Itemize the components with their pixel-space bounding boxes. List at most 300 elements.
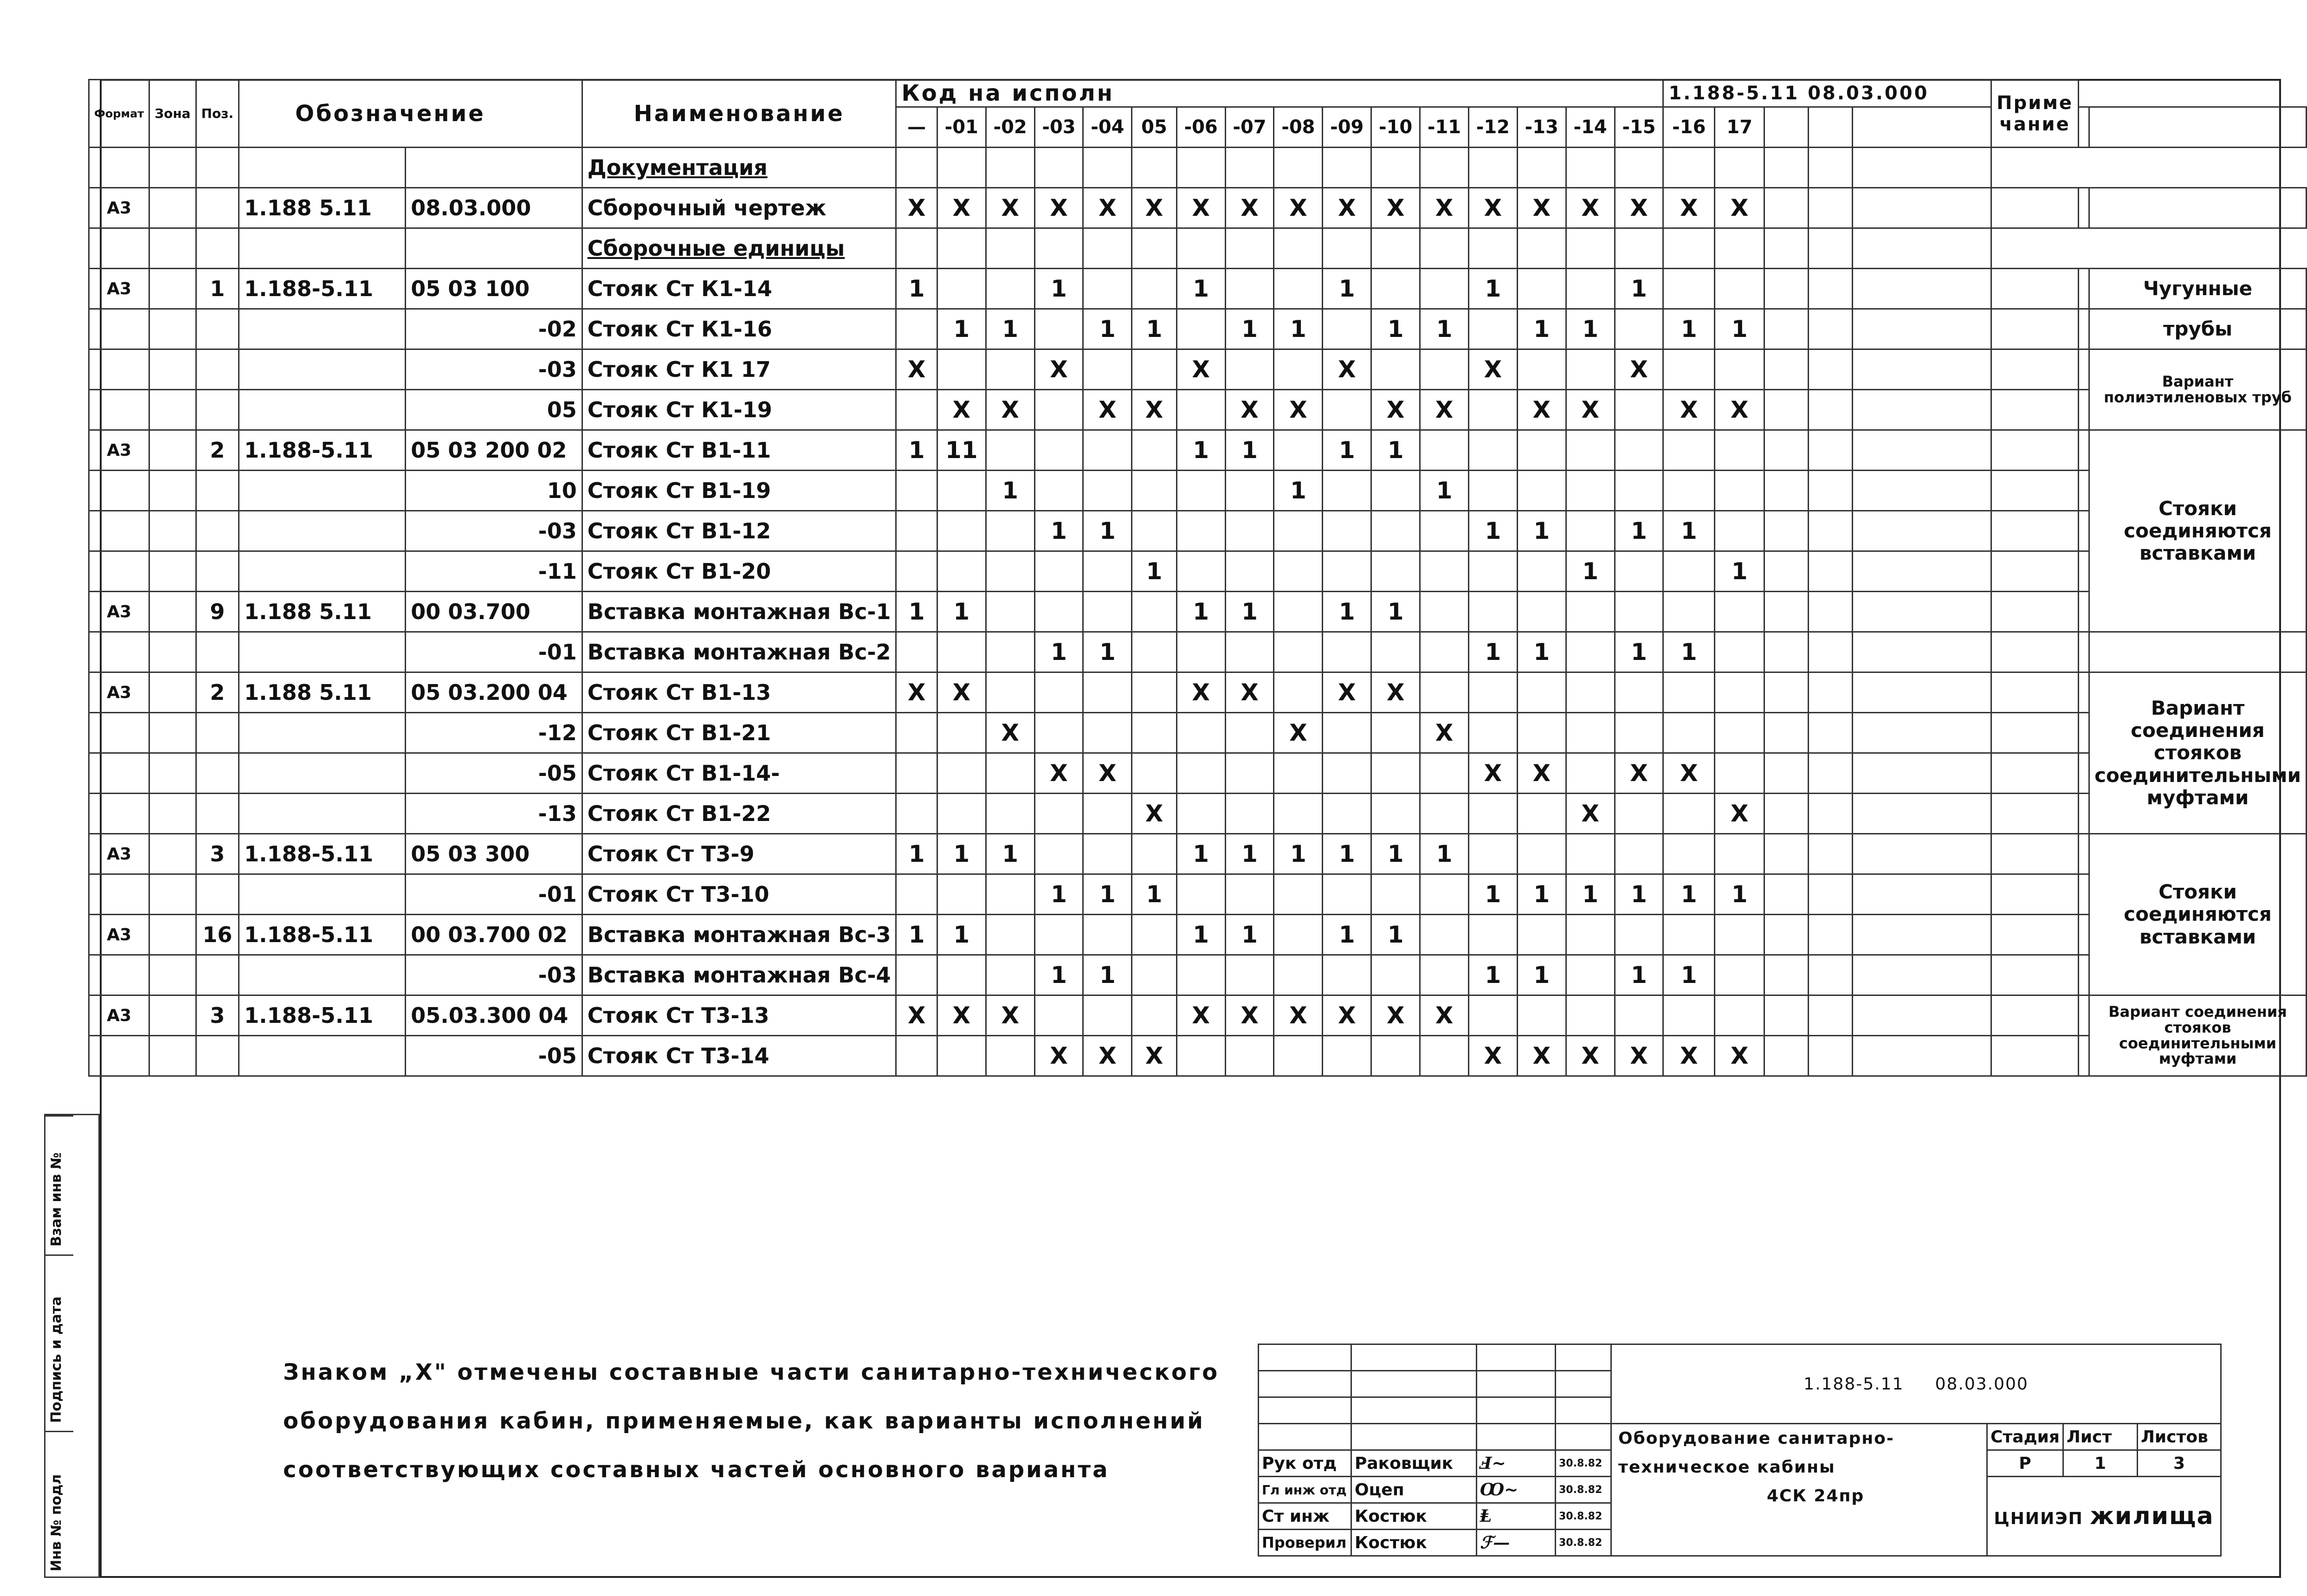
table-row xyxy=(89,430,2307,471)
table-row xyxy=(89,349,2307,390)
empty-cell xyxy=(2079,713,2089,753)
variant-mark xyxy=(1468,834,1517,874)
variant-mark: 1 xyxy=(1132,309,1176,349)
variant-mark: X xyxy=(1034,753,1083,794)
variant-mark: 1 xyxy=(1468,632,1517,672)
variant-mark xyxy=(937,269,986,309)
variant-mark xyxy=(1083,471,1132,511)
empty-cell xyxy=(196,228,239,269)
variant-mark: X xyxy=(1132,794,1176,834)
variant-mark xyxy=(1420,753,1469,794)
row-designation-suffix: -01 xyxy=(406,874,582,915)
variant-mark: X xyxy=(1225,188,1274,228)
variant-mark: 1 xyxy=(1371,309,1420,349)
empty-cell xyxy=(1225,228,1274,269)
variant-mark xyxy=(1468,430,1517,471)
header-name: Наименование xyxy=(582,80,896,148)
strip-original-inv-label: Инв № подл xyxy=(48,1474,65,1571)
row-name: Стояк Ст К1 17 xyxy=(582,349,896,390)
variant-mark xyxy=(1663,551,1715,592)
row-zone xyxy=(149,632,196,672)
table-row xyxy=(89,632,2307,672)
table-row xyxy=(89,794,2307,834)
variant-mark: 1 xyxy=(1566,309,1615,349)
empty-cell xyxy=(89,148,149,188)
variant-mark xyxy=(1132,834,1176,874)
empty-cell xyxy=(1764,349,1809,390)
variant-mark: 1 xyxy=(986,309,1034,349)
variant-mark: 1 xyxy=(1034,874,1083,915)
empty-cell xyxy=(1991,713,2079,753)
variant-mark: 1 xyxy=(1323,592,1371,632)
variant-mark xyxy=(1083,269,1132,309)
variant-mark xyxy=(1034,309,1083,349)
variant-mark: 1 xyxy=(1034,955,1083,995)
empty-cell xyxy=(1809,955,1853,995)
empty-cell xyxy=(1853,753,1991,794)
empty-cell xyxy=(1809,228,1853,269)
variant-mark xyxy=(986,511,1034,551)
empty-cell xyxy=(1083,148,1132,188)
variant-mark xyxy=(937,713,986,753)
variant-mark: 1 xyxy=(1517,309,1566,349)
variant-mark xyxy=(1323,794,1371,834)
variant-code-8: -08 xyxy=(1274,107,1323,148)
variant-mark: 1 xyxy=(937,915,986,955)
empty-cell xyxy=(1517,148,1566,188)
empty-cell xyxy=(1853,471,1991,511)
variant-mark xyxy=(1274,955,1323,995)
row-designation-base xyxy=(239,1036,406,1076)
variant-code-13: -13 xyxy=(1517,107,1566,148)
variant-mark: X xyxy=(1468,1036,1517,1076)
variant-mark xyxy=(1566,349,1615,390)
variant-mark xyxy=(1225,794,1274,834)
variant-mark xyxy=(1083,672,1132,713)
variant-mark xyxy=(1034,592,1083,632)
variant-mark xyxy=(1663,471,1715,511)
empty-cell xyxy=(1371,148,1420,188)
row-format xyxy=(89,511,149,551)
variant-mark: 1 xyxy=(1176,430,1225,471)
row-name: Стояк Ст В1-11 xyxy=(582,430,896,471)
variant-mark xyxy=(1420,592,1469,632)
row-position xyxy=(196,349,239,390)
row-position xyxy=(196,794,239,834)
variant-mark: X xyxy=(1176,188,1225,228)
empty-cell xyxy=(2079,551,2089,592)
variant-mark: X xyxy=(1371,390,1420,430)
empty-cell xyxy=(89,228,149,269)
strip-original-inv xyxy=(45,1431,73,1579)
empty-cell xyxy=(196,148,239,188)
variant-mark xyxy=(986,955,1034,995)
variant-mark xyxy=(1034,430,1083,471)
empty-cell xyxy=(2079,309,2089,349)
row-format: А3 xyxy=(89,269,149,309)
row-zone xyxy=(149,188,196,228)
variant-mark xyxy=(1083,713,1132,753)
variant-mark xyxy=(1715,269,1764,309)
row-name: Стояк Ст К1-19 xyxy=(582,390,896,430)
empty-cell xyxy=(1853,551,1991,592)
variant-mark xyxy=(1225,874,1274,915)
row-name: Стояк Ст Т3-10 xyxy=(582,874,896,915)
variant-mark xyxy=(1517,672,1566,713)
variant-mark: X xyxy=(1663,1036,1715,1076)
variant-mark xyxy=(1420,955,1469,995)
variant-mark xyxy=(1468,592,1517,632)
empty-cell xyxy=(1809,309,1853,349)
variant-mark xyxy=(896,511,937,551)
variant-mark: 1 xyxy=(1083,955,1132,995)
variant-mark xyxy=(1176,390,1225,430)
empty-cell xyxy=(406,228,582,269)
variant-mark: 1 xyxy=(1083,309,1132,349)
variant-code-empty xyxy=(1853,107,1991,148)
variant-mark xyxy=(1132,430,1176,471)
empty-cell xyxy=(1853,269,1991,309)
variant-mark xyxy=(986,430,1034,471)
variant-mark: X xyxy=(937,995,986,1036)
variant-code-6: -06 xyxy=(1176,107,1225,148)
variant-mark: X xyxy=(1274,188,1323,228)
organization xyxy=(1987,1477,2221,1556)
variant-mark xyxy=(1517,349,1566,390)
row-designation-base: 1.188 5.11 xyxy=(239,592,406,632)
variant-mark xyxy=(1176,794,1225,834)
variant-mark xyxy=(986,592,1034,632)
variant-mark: 1 xyxy=(1517,511,1566,551)
variant-mark xyxy=(1132,511,1176,551)
empty-cell xyxy=(1991,672,2079,713)
variant-mark xyxy=(1034,834,1083,874)
header-designation-label: Обозначение xyxy=(295,100,485,127)
empty-cell xyxy=(1853,390,1991,430)
variant-mark xyxy=(1566,592,1615,632)
variant-mark xyxy=(1715,713,1764,753)
row-note: трубы xyxy=(2089,309,2307,349)
variant-mark: 1 xyxy=(1615,511,1663,551)
row-designation-suffix: 05.03.300 04 xyxy=(406,995,582,1036)
row-designation-suffix: -02 xyxy=(406,309,582,349)
empty-cell xyxy=(1764,148,1809,188)
empty-cell xyxy=(2079,471,2089,511)
row-designation-suffix: -11 xyxy=(406,551,582,592)
row-designation-suffix: -03 xyxy=(406,511,582,551)
variant-mark: 1 xyxy=(1176,592,1225,632)
variant-mark xyxy=(1225,511,1274,551)
empty-cell xyxy=(1764,874,1809,915)
row-designation-suffix: 05 03.200 04 xyxy=(406,672,582,713)
variant-code-empty xyxy=(2089,107,2307,148)
empty-cell xyxy=(1991,955,2079,995)
variant-mark xyxy=(1517,269,1566,309)
variant-mark xyxy=(986,672,1034,713)
organization-sub: жилища xyxy=(2090,1502,2214,1530)
variant-mark xyxy=(1566,955,1615,995)
variant-mark xyxy=(937,551,986,592)
empty-cell xyxy=(1853,148,1991,188)
table-row xyxy=(89,471,2307,511)
footnote-line-2: оборудования кабин, применяемые, как варианты исполнений xyxy=(283,1408,1205,1434)
variant-mark: 1 xyxy=(986,834,1034,874)
variant-code-1: -01 xyxy=(937,107,986,148)
row-note: Вариант полиэтиленовых труб xyxy=(2089,349,2307,430)
variant-mark xyxy=(1615,672,1663,713)
variant-mark xyxy=(937,955,986,995)
empty-cell xyxy=(1517,228,1566,269)
role-3: Ст инж xyxy=(1259,1503,1351,1530)
variant-mark: X xyxy=(1420,995,1469,1036)
variant-mark: X xyxy=(1566,1036,1615,1076)
variant-mark: 1 xyxy=(1034,632,1083,672)
variant-mark: 1 xyxy=(1663,309,1715,349)
variant-mark xyxy=(986,551,1034,592)
empty-cell xyxy=(2079,430,2089,471)
variant-mark xyxy=(1083,915,1132,955)
variant-mark xyxy=(1371,349,1420,390)
variant-mark: 1 xyxy=(1176,915,1225,955)
row-zone xyxy=(149,1036,196,1076)
variant-mark xyxy=(1517,430,1566,471)
row-zone xyxy=(149,753,196,794)
empty-cell xyxy=(1853,430,1991,471)
variant-mark xyxy=(1274,1036,1323,1076)
variant-mark xyxy=(1420,915,1469,955)
row-designation-suffix: -05 xyxy=(406,1036,582,1076)
variant-mark xyxy=(896,309,937,349)
variant-mark: X xyxy=(1132,390,1176,430)
empty-cell xyxy=(1083,228,1132,269)
variant-mark: X xyxy=(1566,794,1615,834)
empty-cell xyxy=(1853,592,1991,632)
variant-mark: 1 xyxy=(1615,955,1663,995)
variant-code-15: -15 xyxy=(1615,107,1663,148)
empty-cell xyxy=(1853,349,1991,390)
row-designation-base xyxy=(239,390,406,430)
document-title-line-3: 4СК 24пр xyxy=(1767,1486,1865,1506)
variant-mark xyxy=(1132,713,1176,753)
variant-mark xyxy=(1468,794,1517,834)
empty-cell xyxy=(1853,1036,1991,1076)
variant-mark xyxy=(896,632,937,672)
row-zone xyxy=(149,511,196,551)
empty-cell xyxy=(937,148,986,188)
variant-mark xyxy=(1132,471,1176,511)
variant-mark xyxy=(1715,592,1764,632)
variant-mark: 1 xyxy=(1468,955,1517,995)
empty-cell xyxy=(1225,148,1274,188)
variant-mark: 1 xyxy=(1034,269,1083,309)
organization-main: ЦНИИЭП xyxy=(1994,1509,2083,1528)
row-designation-suffix: -01 xyxy=(406,632,582,672)
empty-cell xyxy=(1991,834,2079,874)
variant-mark: 1 xyxy=(1663,874,1715,915)
variant-mark xyxy=(986,753,1034,794)
variant-mark: X xyxy=(1517,1036,1566,1076)
variant-mark xyxy=(1420,632,1469,672)
empty-cell xyxy=(1468,228,1517,269)
role-2: Гл инж отд xyxy=(1259,1477,1351,1503)
empty-cell xyxy=(986,228,1034,269)
row-designation-suffix: 05 xyxy=(406,390,582,430)
empty-cell xyxy=(1764,228,1809,269)
variant-mark: X xyxy=(1663,188,1715,228)
variant-mark: 1 xyxy=(986,471,1034,511)
variant-mark xyxy=(1615,592,1663,632)
row-position: 2 xyxy=(196,672,239,713)
variant-mark xyxy=(937,1036,986,1076)
empty-cell xyxy=(1853,874,1991,915)
variant-mark xyxy=(1274,632,1323,672)
variant-mark xyxy=(1715,915,1764,955)
table-row xyxy=(89,915,2307,955)
variant-mark xyxy=(896,874,937,915)
variant-mark: 1 xyxy=(1517,632,1566,672)
variant-mark: X xyxy=(1371,995,1420,1036)
variant-mark: X xyxy=(1468,349,1517,390)
row-designation-base xyxy=(239,511,406,551)
empty-cell xyxy=(2079,390,2089,430)
variant-mark: 1 xyxy=(1468,511,1517,551)
variant-mark: 1 xyxy=(896,592,937,632)
role-1: Рук отд xyxy=(1259,1450,1351,1477)
table-row xyxy=(89,309,2307,349)
row-note xyxy=(2089,632,2307,672)
variant-mark xyxy=(1517,471,1566,511)
empty-cell xyxy=(1991,551,2079,592)
empty-cell xyxy=(1809,713,1853,753)
variant-mark xyxy=(896,390,937,430)
row-name: Вставка монтажная Вс-1 xyxy=(582,592,896,632)
empty-cell xyxy=(896,228,937,269)
table-row xyxy=(89,713,2307,753)
empty-cell xyxy=(1566,148,1615,188)
variant-mark xyxy=(896,551,937,592)
row-note xyxy=(2089,188,2307,228)
document-code: 1.188-5.11 08.03.000 xyxy=(1611,1344,2221,1424)
row-designation-base xyxy=(239,753,406,794)
variant-mark xyxy=(1715,632,1764,672)
row-format xyxy=(89,632,149,672)
variant-mark xyxy=(937,632,986,672)
variant-mark xyxy=(1615,390,1663,430)
variant-mark xyxy=(1083,995,1132,1036)
variant-mark xyxy=(986,874,1034,915)
variant-mark xyxy=(1176,511,1225,551)
empty-cell xyxy=(1132,148,1176,188)
row-designation-base: 1.188-5.11 xyxy=(239,430,406,471)
variant-mark xyxy=(1323,874,1371,915)
row-name: Вставка монтажная Вс-4 xyxy=(582,955,896,995)
name-3: Костюк xyxy=(1351,1503,1477,1530)
variant-mark xyxy=(1663,834,1715,874)
variant-mark xyxy=(1225,349,1274,390)
empty-cell xyxy=(1853,228,1991,269)
variant-mark: X xyxy=(1034,188,1083,228)
empty-cell xyxy=(1853,309,1991,349)
variant-code-14: -14 xyxy=(1566,107,1615,148)
row-zone xyxy=(149,349,196,390)
footnote xyxy=(283,1348,1258,1494)
variant-mark: 1 xyxy=(1323,834,1371,874)
variant-mark xyxy=(937,471,986,511)
variant-mark xyxy=(896,955,937,995)
document-title xyxy=(1611,1424,1987,1556)
variant-mark: 1 xyxy=(1034,511,1083,551)
variant-mark xyxy=(1176,551,1225,592)
empty-cell xyxy=(1764,188,1809,228)
variant-mark xyxy=(1663,915,1715,955)
row-name: Стояк Ст В1-14- xyxy=(582,753,896,794)
variant-mark: 1 xyxy=(1371,915,1420,955)
variant-mark xyxy=(1371,632,1420,672)
table-row xyxy=(89,753,2307,794)
variant-mark: X xyxy=(1715,1036,1764,1076)
row-zone xyxy=(149,390,196,430)
empty-cell xyxy=(1323,228,1371,269)
variant-mark xyxy=(1566,632,1615,672)
variant-mark xyxy=(1663,269,1715,309)
empty-cell xyxy=(1991,349,2079,390)
empty-cell xyxy=(1764,955,1809,995)
header-note: Приме чание xyxy=(1991,80,2079,148)
variant-mark xyxy=(1371,269,1420,309)
variant-mark xyxy=(986,632,1034,672)
variant-mark xyxy=(1274,592,1323,632)
variant-mark: 1 xyxy=(1663,955,1715,995)
empty-cell xyxy=(1809,148,1853,188)
variant-mark xyxy=(1615,551,1663,592)
empty-cell xyxy=(1764,430,1809,471)
empty-cell xyxy=(1034,228,1083,269)
variant-mark: 1 xyxy=(1517,955,1566,995)
sheets-value: 3 xyxy=(2138,1450,2221,1477)
name-4: Костюк xyxy=(1351,1530,1477,1556)
row-note: Вариант соединения стояков соединительными муфтами xyxy=(2089,995,2307,1076)
row-zone xyxy=(149,874,196,915)
empty-cell xyxy=(2079,672,2089,713)
variant-mark xyxy=(1034,551,1083,592)
row-designation-suffix: -12 xyxy=(406,713,582,753)
row-position: 1 xyxy=(196,269,239,309)
variant-mark xyxy=(1468,551,1517,592)
variant-mark xyxy=(896,713,937,753)
empty-cell xyxy=(1420,148,1469,188)
variant-mark xyxy=(1615,834,1663,874)
empty-cell xyxy=(2079,188,2089,228)
row-designation-suffix: -13 xyxy=(406,794,582,834)
empty-cell xyxy=(1991,1036,2079,1076)
strip-signature-date xyxy=(45,1254,73,1431)
variant-mark: X xyxy=(1566,390,1615,430)
empty-cell xyxy=(1323,148,1371,188)
table-row xyxy=(89,955,2307,995)
variant-mark xyxy=(1371,471,1420,511)
empty-cell xyxy=(1991,592,2079,632)
row-format xyxy=(89,713,149,753)
role-4: Проверил xyxy=(1259,1530,1351,1556)
variant-mark: 1 xyxy=(1615,632,1663,672)
header-variant-codes: Код на исполн xyxy=(896,80,1663,107)
row-name: Стояк Ст В1-22 xyxy=(582,794,896,834)
variant-mark: X xyxy=(1176,995,1225,1036)
empty-cell xyxy=(2079,269,2089,309)
variant-mark: X xyxy=(1615,1036,1663,1076)
variant-mark xyxy=(1034,794,1083,834)
variant-mark: 1 xyxy=(896,430,937,471)
